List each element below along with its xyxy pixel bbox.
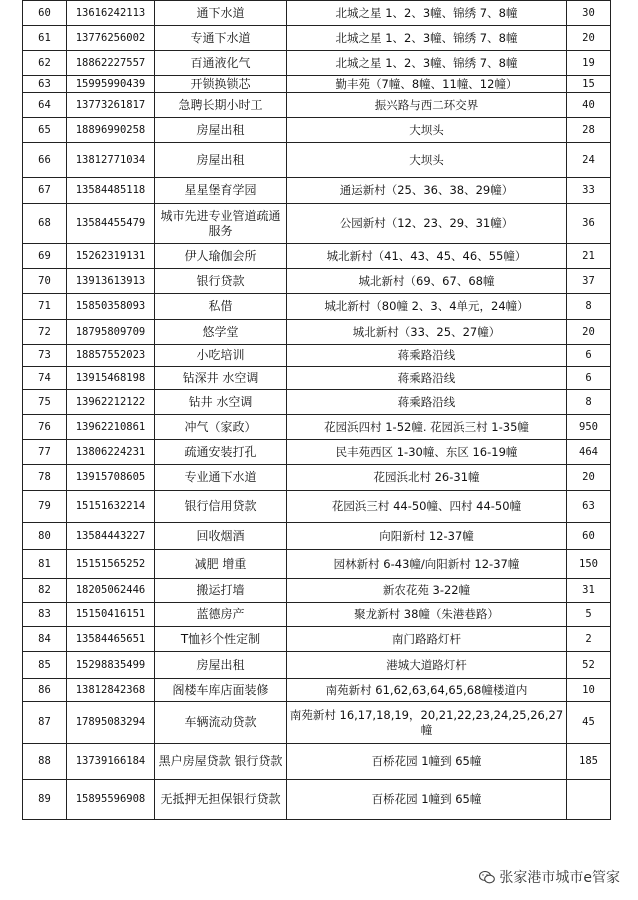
row-number-cell: 72 bbox=[23, 320, 67, 345]
table-row bbox=[23, 178, 611, 204]
phone-number-cell: 18862227557 bbox=[67, 51, 155, 76]
address-cell: 蒋乘路沿线 bbox=[287, 345, 567, 367]
address-cell: 蒋乘路沿线 bbox=[287, 390, 567, 415]
service-name-cell: 城市先进专业管道疏通服务 bbox=[155, 204, 287, 244]
address-cell: 勤丰苑（7幢、8幢、11幢、12幢） bbox=[287, 76, 567, 93]
address-cell: 城北新村（80幢 2、3、4单元，24幢） bbox=[287, 294, 567, 320]
quantity-cell: 150 bbox=[567, 550, 611, 579]
table-row bbox=[23, 269, 611, 294]
service-name-cell: 开锁换锁芯 bbox=[155, 76, 287, 93]
service-name-cell: 回收烟酒 bbox=[155, 523, 287, 550]
phone-number-cell: 13584443227 bbox=[67, 523, 155, 550]
table-row bbox=[23, 118, 611, 143]
phone-number-cell: 13739166184 bbox=[67, 744, 155, 780]
quantity-cell: 8 bbox=[567, 390, 611, 415]
service-name-cell: 银行贷款 bbox=[155, 269, 287, 294]
row-number-cell: 86 bbox=[23, 679, 67, 702]
address-cell: 向阳新村 12-37幢 bbox=[287, 523, 567, 550]
table-row bbox=[23, 390, 611, 415]
row-number-cell: 79 bbox=[23, 491, 67, 523]
address-cell: 大坝头 bbox=[287, 143, 567, 178]
table-row bbox=[23, 491, 611, 523]
phone-number-cell: 15151565252 bbox=[67, 550, 155, 579]
quantity-cell: 15 bbox=[567, 76, 611, 93]
table-row bbox=[23, 143, 611, 178]
phone-number-cell: 13812842368 bbox=[67, 679, 155, 702]
quantity-cell: 20 bbox=[567, 320, 611, 345]
table-row bbox=[23, 244, 611, 269]
watermark bbox=[475, 866, 624, 888]
table-row bbox=[23, 93, 611, 118]
service-name-cell: 减肥 增重 bbox=[155, 550, 287, 579]
address-cell: 港城大道路灯杆 bbox=[287, 652, 567, 679]
phone-number-cell: 13616242113 bbox=[67, 1, 155, 26]
report-table-body bbox=[23, 1, 611, 820]
address-cell: 百桥花园 1幢到 65幢 bbox=[287, 780, 567, 820]
table-row bbox=[23, 440, 611, 465]
quantity-cell: 185 bbox=[567, 744, 611, 780]
quantity-cell: 19 bbox=[567, 51, 611, 76]
service-name-cell: 通下水道 bbox=[155, 1, 287, 26]
row-number-cell: 89 bbox=[23, 780, 67, 820]
row-number-cell: 75 bbox=[23, 390, 67, 415]
phone-number-cell: 13913613913 bbox=[67, 269, 155, 294]
quantity-cell: 20 bbox=[567, 26, 611, 51]
table-row bbox=[23, 294, 611, 320]
address-cell: 花园浜三村 44-50幢、四村 44-50幢 bbox=[287, 491, 567, 523]
row-number-cell: 63 bbox=[23, 76, 67, 93]
address-cell: 通运新村（25、36、38、29幢） bbox=[287, 178, 567, 204]
quantity-cell: 5 bbox=[567, 603, 611, 627]
quantity-cell: 31 bbox=[567, 579, 611, 603]
address-cell: 蒋乘路沿线 bbox=[287, 367, 567, 390]
table-row bbox=[23, 744, 611, 780]
address-cell: 花园浜四村 1-52幢. 花园浜三村 1-35幢 bbox=[287, 415, 567, 440]
table-row bbox=[23, 465, 611, 491]
row-number-cell: 85 bbox=[23, 652, 67, 679]
service-name-cell: 阁楼车库店面装修 bbox=[155, 679, 287, 702]
phone-number-cell: 13773261817 bbox=[67, 93, 155, 118]
service-name-cell: 钻深井 水空调 bbox=[155, 367, 287, 390]
phone-number-cell: 18795809709 bbox=[67, 320, 155, 345]
table-row bbox=[23, 26, 611, 51]
service-name-cell: T恤衫个性定制 bbox=[155, 627, 287, 652]
address-cell: 百桥花园 1幢到 65幢 bbox=[287, 744, 567, 780]
quantity-cell: 28 bbox=[567, 118, 611, 143]
phone-number-cell: 13915468198 bbox=[67, 367, 155, 390]
table-row bbox=[23, 702, 611, 744]
address-cell: 花园浜北村 26-31幢 bbox=[287, 465, 567, 491]
quantity-cell: 21 bbox=[567, 244, 611, 269]
table-row bbox=[23, 204, 611, 244]
phone-number-cell: 15995990439 bbox=[67, 76, 155, 93]
address-cell: 北城之星 1、2、3幢、锦绣 7、8幢 bbox=[287, 1, 567, 26]
quantity-cell: 6 bbox=[567, 367, 611, 390]
quantity-cell: 24 bbox=[567, 143, 611, 178]
row-number-cell: 66 bbox=[23, 143, 67, 178]
table-row bbox=[23, 627, 611, 652]
table-row bbox=[23, 550, 611, 579]
quantity-cell: 36 bbox=[567, 204, 611, 244]
service-name-cell: 专通下水道 bbox=[155, 26, 287, 51]
phone-number-cell: 15850358093 bbox=[67, 294, 155, 320]
phone-number-cell: 13776256002 bbox=[67, 26, 155, 51]
phone-number-cell: 13584485118 bbox=[67, 178, 155, 204]
table-row bbox=[23, 679, 611, 702]
row-number-cell: 77 bbox=[23, 440, 67, 465]
quantity-cell bbox=[567, 780, 611, 820]
service-name-cell: 钻井 水空调 bbox=[155, 390, 287, 415]
service-name-cell: 百通液化气 bbox=[155, 51, 287, 76]
table-row bbox=[23, 51, 611, 76]
address-cell: 南苑新村 61,62,63,64,65,68幢楼道内 bbox=[287, 679, 567, 702]
quantity-cell: 52 bbox=[567, 652, 611, 679]
address-cell: 聚龙新村 38幢（朱港巷路） bbox=[287, 603, 567, 627]
quantity-cell: 63 bbox=[567, 491, 611, 523]
address-cell: 城北新村（41、43、45、46、55幢） bbox=[287, 244, 567, 269]
phone-number-cell: 13915708605 bbox=[67, 465, 155, 491]
row-number-cell: 67 bbox=[23, 178, 67, 204]
quantity-cell: 464 bbox=[567, 440, 611, 465]
table-row bbox=[23, 76, 611, 93]
address-cell: 新农花苑 3-22幢 bbox=[287, 579, 567, 603]
address-cell: 北城之星 1、2、3幢、锦绣 7、8幢 bbox=[287, 51, 567, 76]
address-cell: 北城之星 1、2、3幢、锦绣 7、8幢 bbox=[287, 26, 567, 51]
service-name-cell: 疏通安装打孔 bbox=[155, 440, 287, 465]
row-number-cell: 78 bbox=[23, 465, 67, 491]
report-table bbox=[22, 0, 611, 820]
service-name-cell: 私借 bbox=[155, 294, 287, 320]
quantity-cell: 8 bbox=[567, 294, 611, 320]
address-cell: 园林新村 6-43幢/向阳新村 12-37幢 bbox=[287, 550, 567, 579]
row-number-cell: 88 bbox=[23, 744, 67, 780]
address-cell: 南苑新村 16,17,18,19，20,21,22,23,24,25,26,27幢 bbox=[287, 702, 567, 744]
phone-number-cell: 13812771034 bbox=[67, 143, 155, 178]
phone-number-cell: 13806224231 bbox=[67, 440, 155, 465]
address-cell: 公园新村（12、23、29、31幢） bbox=[287, 204, 567, 244]
address-cell: 城北新村（69、67、68幢 bbox=[287, 269, 567, 294]
address-cell: 南门路路灯杆 bbox=[287, 627, 567, 652]
phone-number-cell: 15262319131 bbox=[67, 244, 155, 269]
phone-number-cell: 15151632214 bbox=[67, 491, 155, 523]
row-number-cell: 80 bbox=[23, 523, 67, 550]
quantity-cell: 30 bbox=[567, 1, 611, 26]
table-row bbox=[23, 603, 611, 627]
service-name-cell: 黑户房屋贷款 银行贷款 bbox=[155, 744, 287, 780]
phone-number-cell: 15298835499 bbox=[67, 652, 155, 679]
wechat-icon bbox=[479, 871, 495, 884]
phone-number-cell: 13584455479 bbox=[67, 204, 155, 244]
service-name-cell: 银行信用贷款 bbox=[155, 491, 287, 523]
quantity-cell: 950 bbox=[567, 415, 611, 440]
service-name-cell: 星星堡育学园 bbox=[155, 178, 287, 204]
row-number-cell: 84 bbox=[23, 627, 67, 652]
row-number-cell: 62 bbox=[23, 51, 67, 76]
row-number-cell: 61 bbox=[23, 26, 67, 51]
phone-number-cell: 18857552023 bbox=[67, 345, 155, 367]
phone-number-cell: 13584465651 bbox=[67, 627, 155, 652]
service-name-cell: 专业通下水道 bbox=[155, 465, 287, 491]
service-name-cell: 小吃培训 bbox=[155, 345, 287, 367]
phone-number-cell: 18205062446 bbox=[67, 579, 155, 603]
table-row bbox=[23, 523, 611, 550]
row-number-cell: 74 bbox=[23, 367, 67, 390]
quantity-cell: 20 bbox=[567, 465, 611, 491]
quantity-cell: 10 bbox=[567, 679, 611, 702]
address-cell: 振兴路与西二环交界 bbox=[287, 93, 567, 118]
quantity-cell: 40 bbox=[567, 93, 611, 118]
table-row bbox=[23, 345, 611, 367]
row-number-cell: 81 bbox=[23, 550, 67, 579]
row-number-cell: 69 bbox=[23, 244, 67, 269]
table-row bbox=[23, 579, 611, 603]
table-row bbox=[23, 320, 611, 345]
service-name-cell: 无抵押无担保银行贷款 bbox=[155, 780, 287, 820]
service-name-cell: 搬运打墙 bbox=[155, 579, 287, 603]
service-name-cell: 车辆流动贷款 bbox=[155, 702, 287, 744]
row-number-cell: 82 bbox=[23, 579, 67, 603]
service-name-cell: 房屋出租 bbox=[155, 652, 287, 679]
row-number-cell: 60 bbox=[23, 1, 67, 26]
row-number-cell: 65 bbox=[23, 118, 67, 143]
service-name-cell: 冲气（家政） bbox=[155, 415, 287, 440]
phone-number-cell: 13962210861 bbox=[67, 415, 155, 440]
address-cell: 城北新村（33、25、27幢） bbox=[287, 320, 567, 345]
row-number-cell: 73 bbox=[23, 345, 67, 367]
table-row bbox=[23, 1, 611, 26]
row-number-cell: 71 bbox=[23, 294, 67, 320]
phone-number-cell: 15150416151 bbox=[67, 603, 155, 627]
phone-number-cell: 17895083294 bbox=[67, 702, 155, 744]
phone-number-cell: 13962212122 bbox=[67, 390, 155, 415]
service-name-cell: 房屋出租 bbox=[155, 143, 287, 178]
quantity-cell: 33 bbox=[567, 178, 611, 204]
quantity-cell: 60 bbox=[567, 523, 611, 550]
row-number-cell: 87 bbox=[23, 702, 67, 744]
phone-number-cell: 15895596908 bbox=[67, 780, 155, 820]
table-row bbox=[23, 367, 611, 390]
row-number-cell: 68 bbox=[23, 204, 67, 244]
quantity-cell: 6 bbox=[567, 345, 611, 367]
quantity-cell: 45 bbox=[567, 702, 611, 744]
service-name-cell: 房屋出租 bbox=[155, 118, 287, 143]
service-name-cell: 急聘长期小时工 bbox=[155, 93, 287, 118]
service-name-cell: 伊人瑜伽会所 bbox=[155, 244, 287, 269]
address-cell: 大坝头 bbox=[287, 118, 567, 143]
quantity-cell: 2 bbox=[567, 627, 611, 652]
table-row bbox=[23, 780, 611, 820]
service-name-cell: 蓝德房产 bbox=[155, 603, 287, 627]
address-cell: 民丰苑西区 1-30幢、东区 16-19幢 bbox=[287, 440, 567, 465]
quantity-cell: 37 bbox=[567, 269, 611, 294]
table-row bbox=[23, 652, 611, 679]
row-number-cell: 64 bbox=[23, 93, 67, 118]
row-number-cell: 83 bbox=[23, 603, 67, 627]
watermark-text: 张家港市城市e管家 bbox=[499, 870, 620, 886]
table-row bbox=[23, 415, 611, 440]
service-name-cell: 悠学堂 bbox=[155, 320, 287, 345]
phone-number-cell: 18896990258 bbox=[67, 118, 155, 143]
row-number-cell: 76 bbox=[23, 415, 67, 440]
row-number-cell: 70 bbox=[23, 269, 67, 294]
